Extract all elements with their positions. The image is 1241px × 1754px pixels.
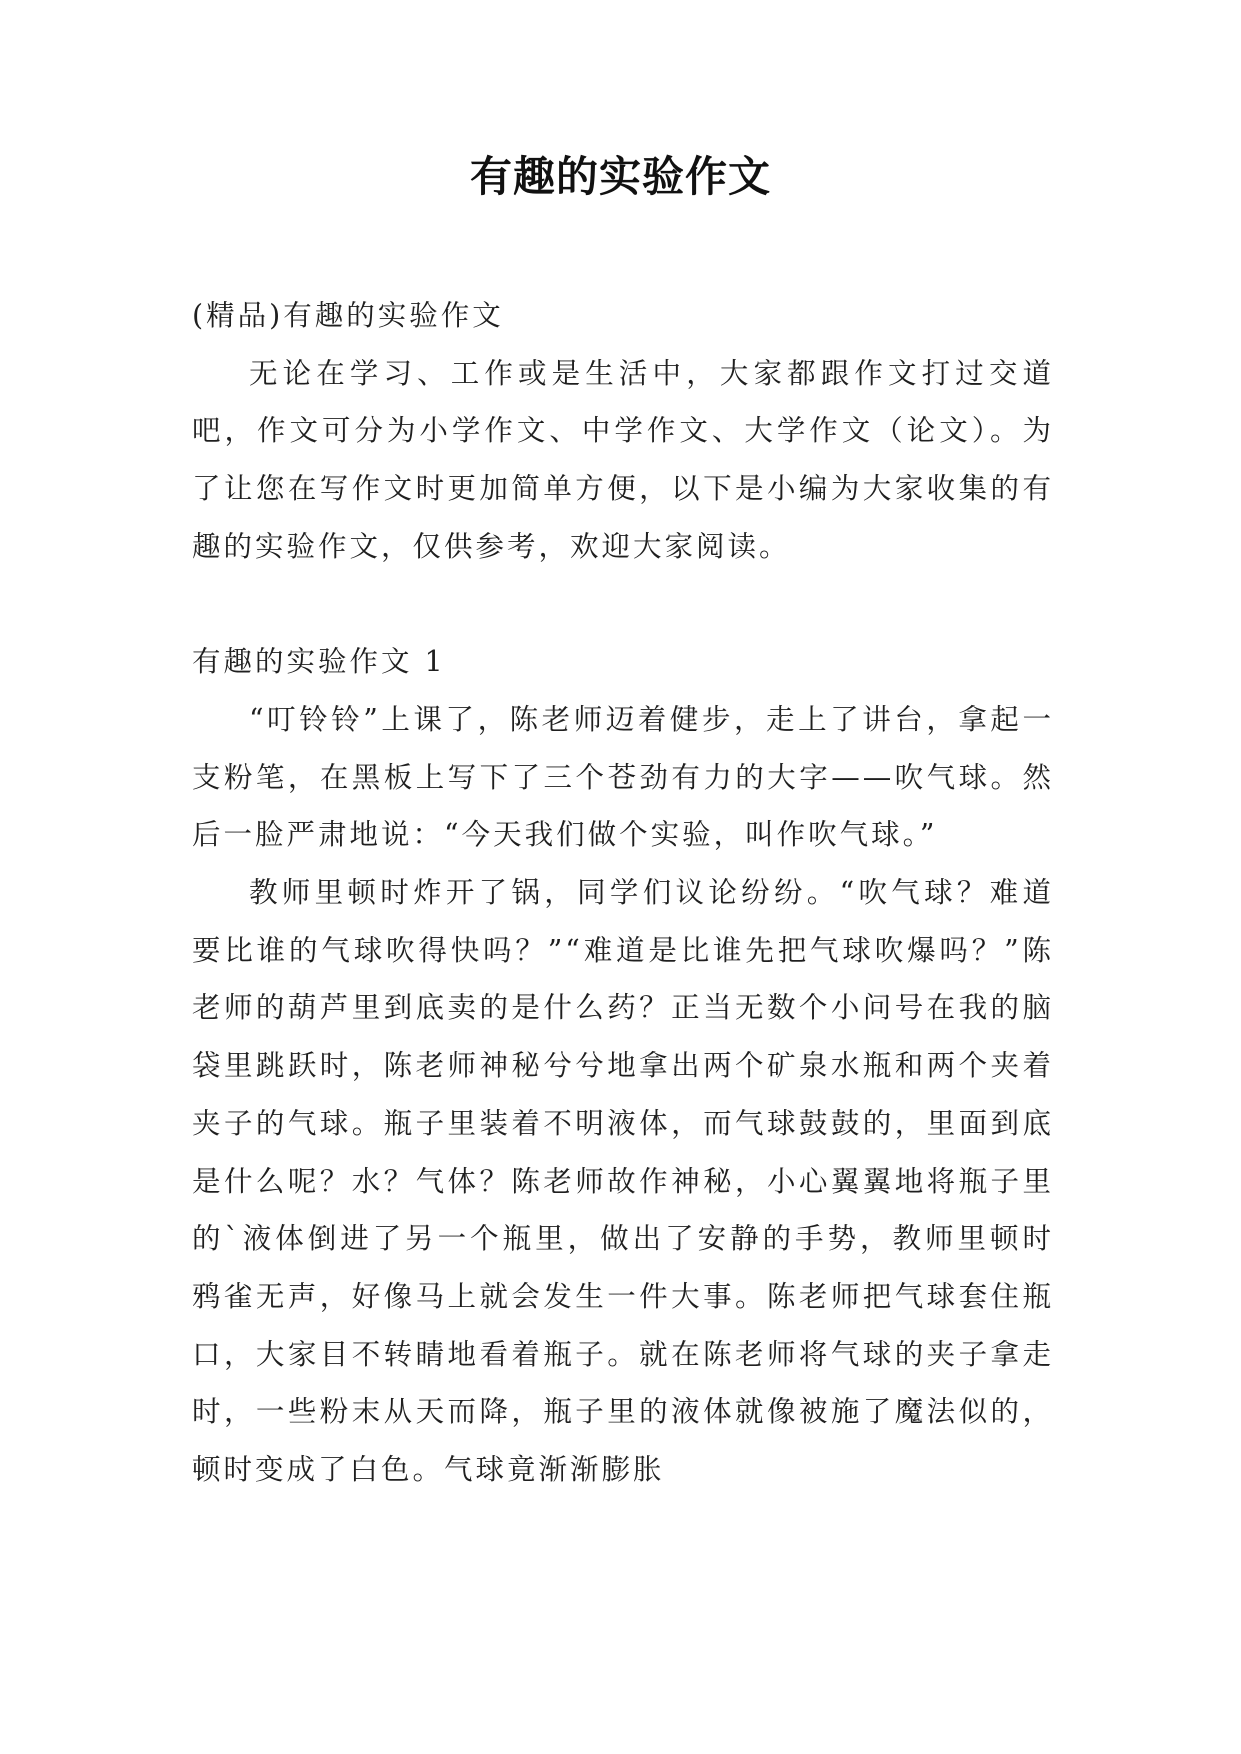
document-body (192, 287, 1054, 1499)
document-subtitle: (精品)有趣的实验作文 (192, 299, 504, 332)
body-paragraph-1: “叮铃铃”上课了，陈老师迈着健步，走上了讲台，拿起一支粉笔，在黑板上写下了三个苍劲有力的大字——吹气球。然后一脸严肃地说：“今天我们做个实验，叫作吹气球。” (192, 702, 1054, 852)
document-title: 有趣的实验作文 (469, 152, 771, 201)
body-paragraph-2: 教师里顿时炸开了锅，同学们议论纷纷。“吹气球？难道要比谁的气球吹得快吗？”“难道是比谁先把气球吹爆吗？”陈老师的葫芦里到底卖的是什么药？正当无数个小问号在我的脑袋里跳跃时，陈老师神秘兮兮地拿出两个矿泉水瓶和两个夹着夹子的气球。瓶子里装着不明液体，而气球鼓鼓的，里面到底是什么呢？水？气体？陈老师故作神秘，小心翼翼地将瓶子里的`液体倒进了另一个瓶里，做出了安静的手势，教师里顿时鸦雀无声，好像马上就会发生一件大事。陈老师把气球套住瓶口，大家目不转睛地看着瓶子。就在陈老师将气球的夹子拿走时，一些粉末从天而降，瓶子里的液体就像被施了魔法似的，顿时变成了白色。气球竟渐渐膨胀 (192, 876, 1054, 1487)
intro-paragraph: 无论在学习、工作或是生活中，大家都跟作文打过交道吧，作文可分为小学作文、中学作文、大学作文（论文）。为了让您在写作文时更加简单方便，以下是小编为大家收集的有趣的实验作文，仅供参考，欢迎大家阅读。 (192, 356, 1054, 563)
section-heading: 有趣的实验作文 1 (192, 645, 446, 679)
section-spacer (192, 576, 1054, 634)
